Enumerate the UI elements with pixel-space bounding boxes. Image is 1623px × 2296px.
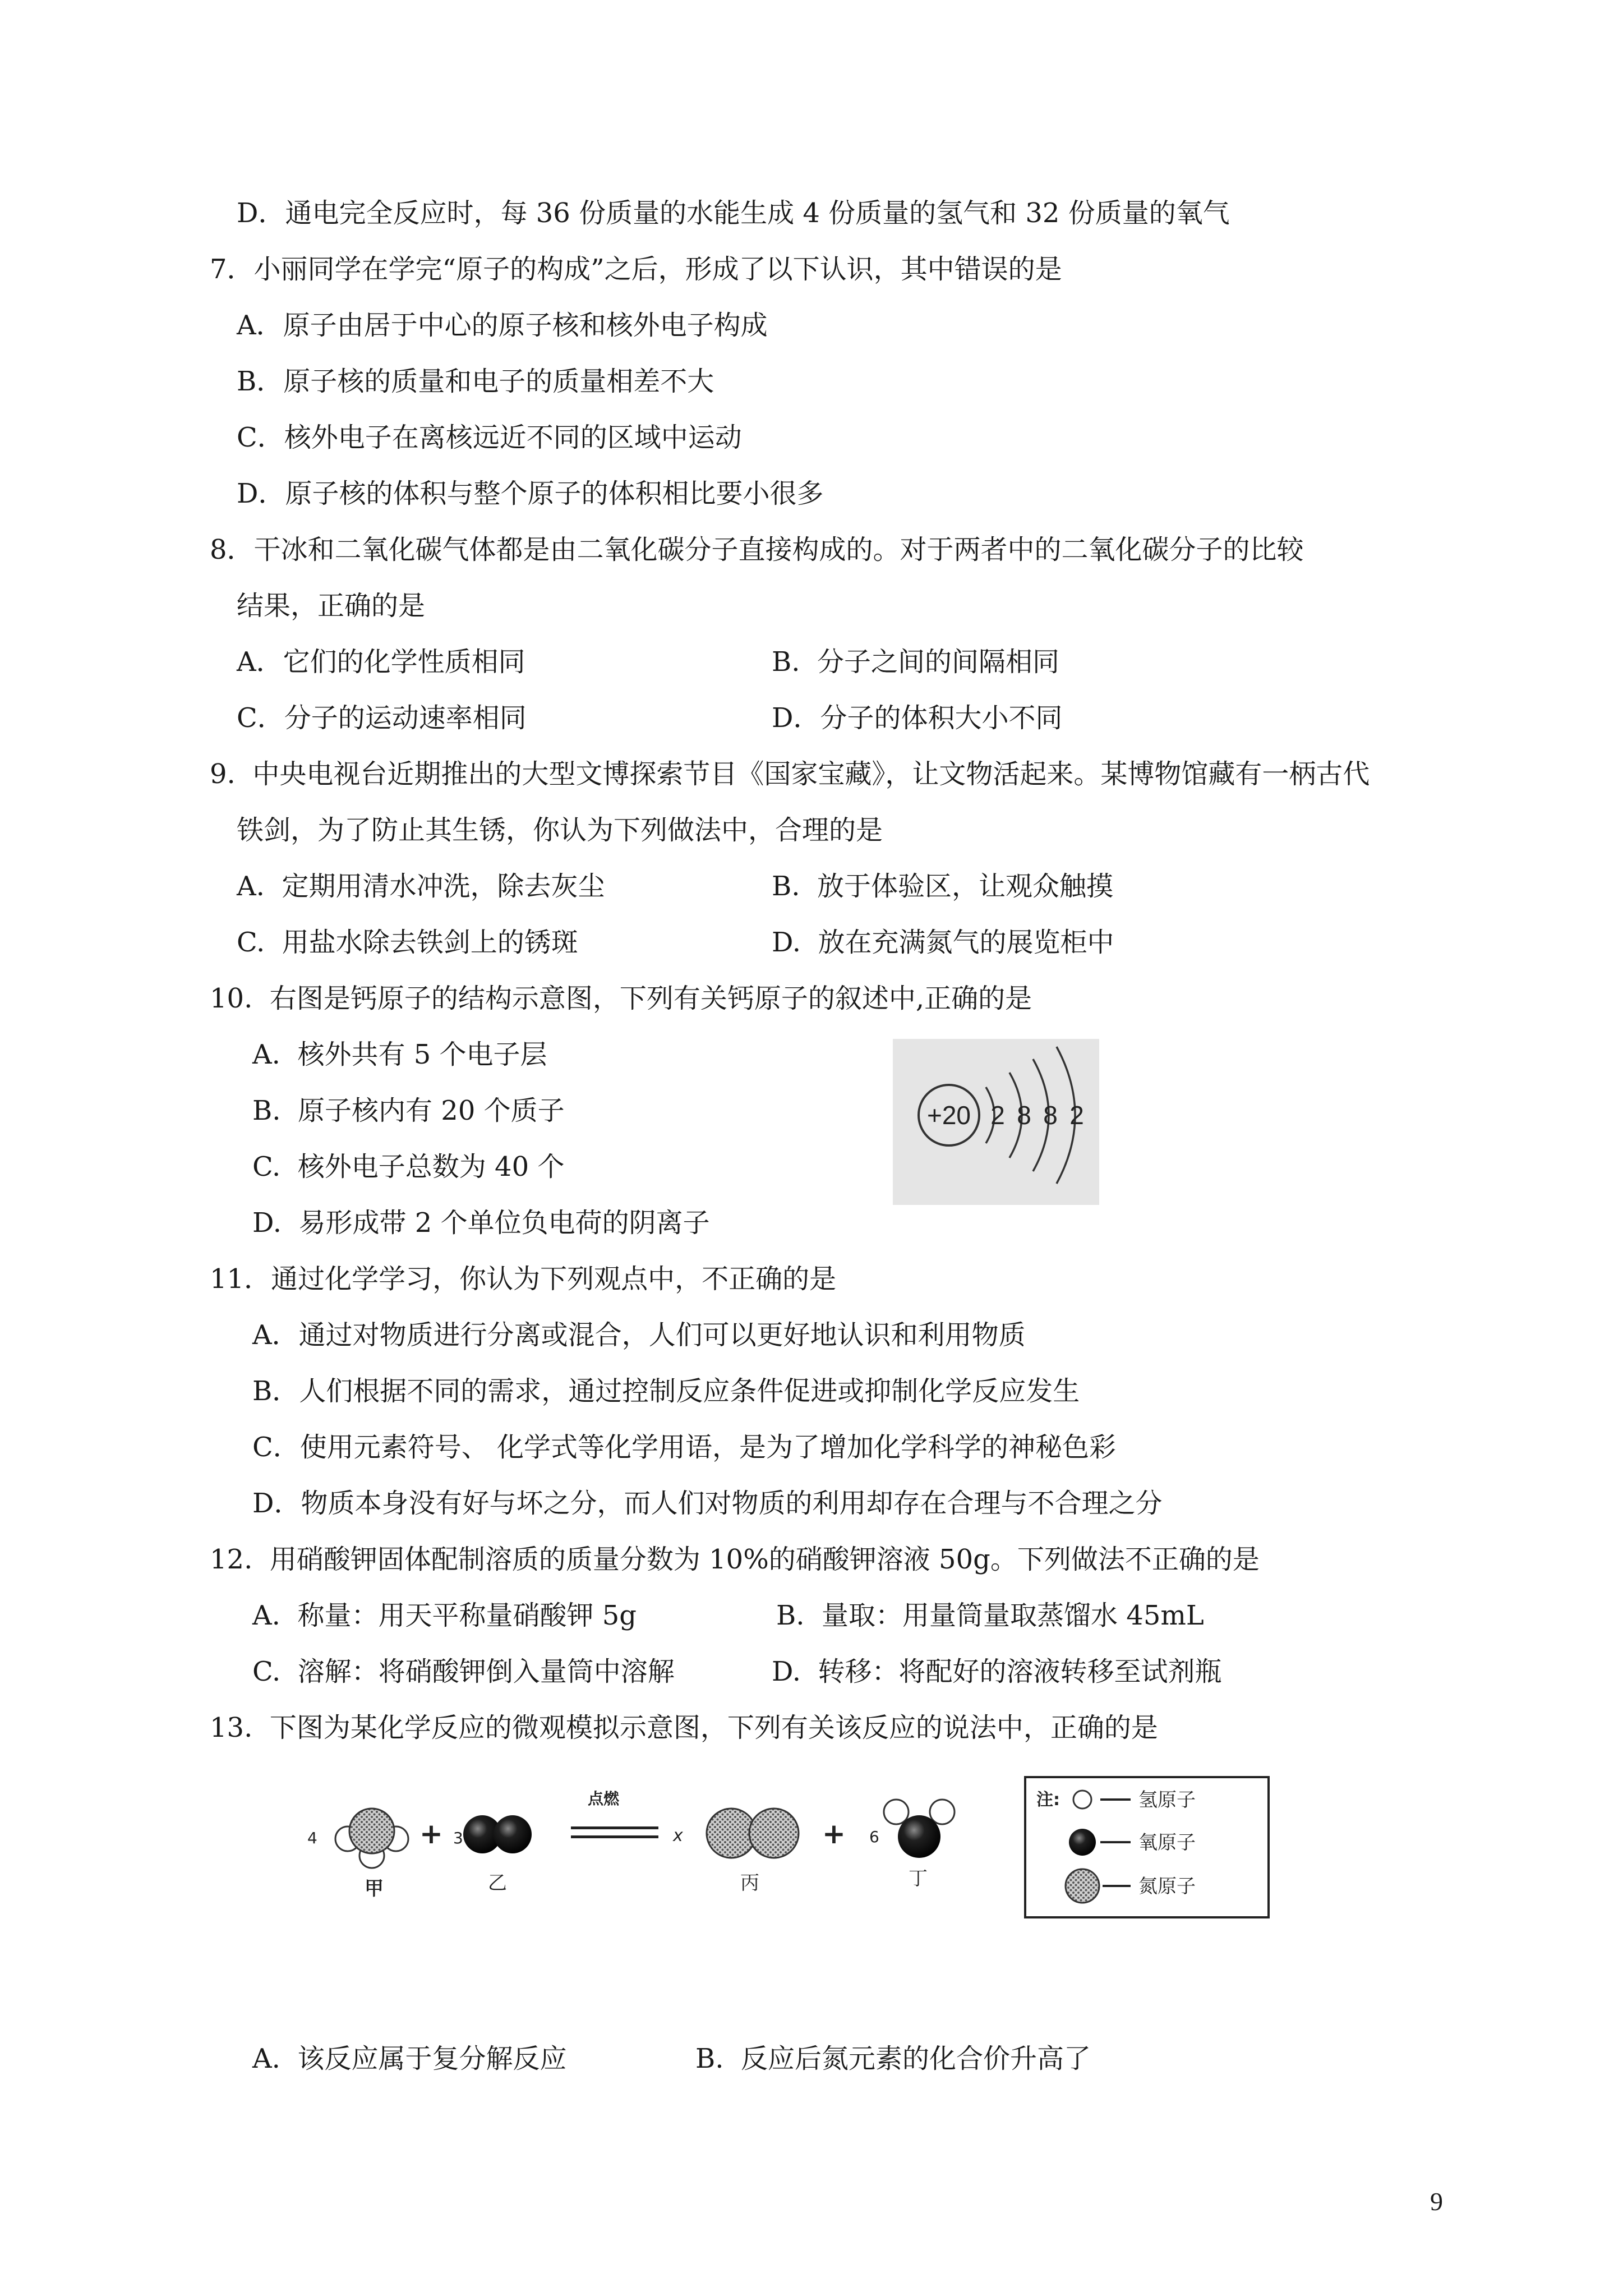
nitrogen-atom bbox=[749, 1809, 799, 1858]
legend-oxygen-icon bbox=[1069, 1829, 1096, 1856]
q9-option-d: D. 放在充满氮气的展览柜中 bbox=[772, 927, 1114, 958]
q7-stem: 7．小丽同学在学完“原子的构成”之后，形成了以下认识，其中错误的是 bbox=[210, 254, 1062, 285]
label-ding: 丁 bbox=[909, 1867, 928, 1890]
legend-oxygen-label: 氧原子 bbox=[1138, 1832, 1196, 1854]
nitrogen-atom bbox=[349, 1809, 394, 1853]
q13-stem: 13. 下图为某化学反应的微观模拟示意图，下列有关该反应的说法中，正确的是 bbox=[210, 1712, 1158, 1743]
calcium-atom-structure-diagram bbox=[893, 1039, 1099, 1205]
coef-ding: 6 bbox=[869, 1828, 879, 1846]
q13-option-a: A. 该反应属于复分解反应 bbox=[252, 2043, 567, 2074]
q7-option-a: A．原子由居于中心的原子核和核外电子构成 bbox=[237, 310, 768, 341]
q8-stem-line1: 8．干冰和二氧化碳气体都是由二氧化碳分子直接构成的。对于两者中的二氧化碳分子的比较 bbox=[210, 534, 1304, 565]
oxygen-atom bbox=[898, 1815, 940, 1858]
hydrogen-atom bbox=[930, 1800, 955, 1824]
q7-option-c: C．核外电子在离核远近不同的区域中运动 bbox=[237, 422, 742, 453]
label-yi: 乙 bbox=[488, 1872, 507, 1894]
reaction-microscopic-diagram bbox=[297, 1773, 1273, 1924]
q8-stem-line2: 结果，正确的是 bbox=[237, 590, 426, 622]
q11-option-a: A．通过对物质进行分离或混合，人们可以更好地认识和利用物质 bbox=[252, 1319, 1026, 1351]
coef-jia: 4 bbox=[307, 1829, 317, 1847]
q13-option-b: B. 反应后氮元素的化合价升高了 bbox=[695, 2043, 1091, 2074]
q9-stem-line1: 9. 中央电视台近期推出的大型文博探索节目《国家宝藏》，让文物活起来。某博物馆藏有一柄古代 bbox=[210, 758, 1370, 790]
shell-electron-count-1: 2 bbox=[990, 1101, 1005, 1130]
q8-option-c: C．分子的运动速率相同 bbox=[237, 702, 527, 734]
q10-option-c: C. 核外电子总数为 40 个 bbox=[252, 1151, 565, 1182]
q9-option-a: A. 定期用清水冲洗，除去灰尘 bbox=[237, 871, 605, 902]
plus-sign-2: + bbox=[822, 1818, 846, 1850]
molecule-ding bbox=[884, 1800, 955, 1858]
q11-stem: 11．通过化学学习，你认为下列观点中，不正确的是 bbox=[210, 1263, 837, 1295]
molecule-bing bbox=[707, 1809, 799, 1858]
q11-option-c: C．使用元素符号、 化学式等化学用语，是为了增加化学科学的神秘色彩 bbox=[252, 1432, 1116, 1463]
coef-yi: 3 bbox=[453, 1829, 463, 1847]
nucleus-charge: +20 bbox=[926, 1101, 971, 1130]
q10-option-d: D. 易形成带 2 个单位负电荷的阴离子 bbox=[252, 1207, 710, 1239]
molecule-yi bbox=[463, 1815, 532, 1853]
q8-option-d: D．分子的体积大小不同 bbox=[772, 702, 1063, 734]
equals-line-bottom bbox=[571, 1835, 658, 1838]
q11-option-d: D．物质本身没有好与坏之分，而人们对物质的利用却存在合理与不合理之分 bbox=[252, 1488, 1163, 1519]
legend-box bbox=[1025, 1777, 1269, 1917]
shell-electron-count-4: 2 bbox=[1069, 1101, 1084, 1130]
page-number: 9 bbox=[1430, 2187, 1443, 2216]
q7-option-b: B．原子核的质量和电子的质量相差不大 bbox=[237, 366, 714, 397]
legend-title: 注: bbox=[1036, 1790, 1060, 1810]
legend-nitrogen-icon bbox=[1066, 1869, 1099, 1903]
q10-option-b: B. 原子核内有 20 个质子 bbox=[252, 1095, 565, 1126]
q12-option-a: A. 称量：用天平称量硝酸钾 5g bbox=[252, 1600, 637, 1631]
hydrogen-atom bbox=[884, 1800, 909, 1824]
molecule-jia bbox=[335, 1809, 408, 1868]
legend-hydrogen-icon bbox=[1073, 1791, 1091, 1809]
q12-option-b: B. 量取：用量筒量取蒸馏水 45mL bbox=[776, 1600, 1204, 1631]
legend-nitrogen-label: 氮原子 bbox=[1138, 1875, 1196, 1898]
plus-sign-1: + bbox=[419, 1818, 443, 1850]
q9-stem-line2: 铁剑，为了防止其生锈，你认为下列做法中，合理的是 bbox=[237, 815, 883, 846]
q10-stem: 10. 右图是钙原子的结构示意图，下列有关钙原子的叙述中,正确的是 bbox=[210, 983, 1032, 1014]
q9-option-c: C. 用盐水除去铁剑上的锈斑 bbox=[237, 927, 578, 958]
equals-line-top bbox=[571, 1826, 658, 1829]
shell-electron-count-3: 8 bbox=[1043, 1101, 1058, 1130]
legend-hydrogen-label: 氢原子 bbox=[1138, 1789, 1196, 1811]
q8-option-a: A．它们的化学性质相同 bbox=[237, 646, 525, 678]
label-bing: 丙 bbox=[740, 1872, 759, 1894]
q9-option-b: B. 放于体验区，让观众触摸 bbox=[772, 871, 1114, 902]
coef-bing: x bbox=[673, 1826, 683, 1846]
oxygen-atom bbox=[494, 1815, 532, 1853]
q8-option-b: B. 分子之间的间隔相同 bbox=[772, 646, 1060, 678]
q12-stem: 12. 用硝酸钾固体配制溶质的质量分数为 10%的硝酸钾溶液 50g。下列做法不正确的是 bbox=[210, 1544, 1260, 1575]
reaction-condition: 点燃 bbox=[588, 1789, 620, 1808]
q6-option-d: D．通电完全反应时，每 36 份质量的水能生成 4 份质量的氢气和 32 份质量的氧气 bbox=[237, 197, 1230, 229]
q10-option-a: A. 核外共有 5 个电子层 bbox=[252, 1039, 547, 1070]
q11-option-b: B．人们根据不同的需求，通过控制反应条件促进或抑制化学反应发生 bbox=[252, 1375, 1080, 1407]
q12-option-d: D. 转移：将配好的溶液转移至试剂瓶 bbox=[772, 1656, 1222, 1687]
q7-option-d: D．原子核的体积与整个原子的体积相比要小很多 bbox=[237, 478, 824, 509]
label-jia: 甲 bbox=[365, 1878, 384, 1900]
q12-option-c: C. 溶解：将硝酸钾倒入量筒中溶解 bbox=[252, 1656, 675, 1687]
shell-electron-count-2: 8 bbox=[1017, 1101, 1031, 1130]
